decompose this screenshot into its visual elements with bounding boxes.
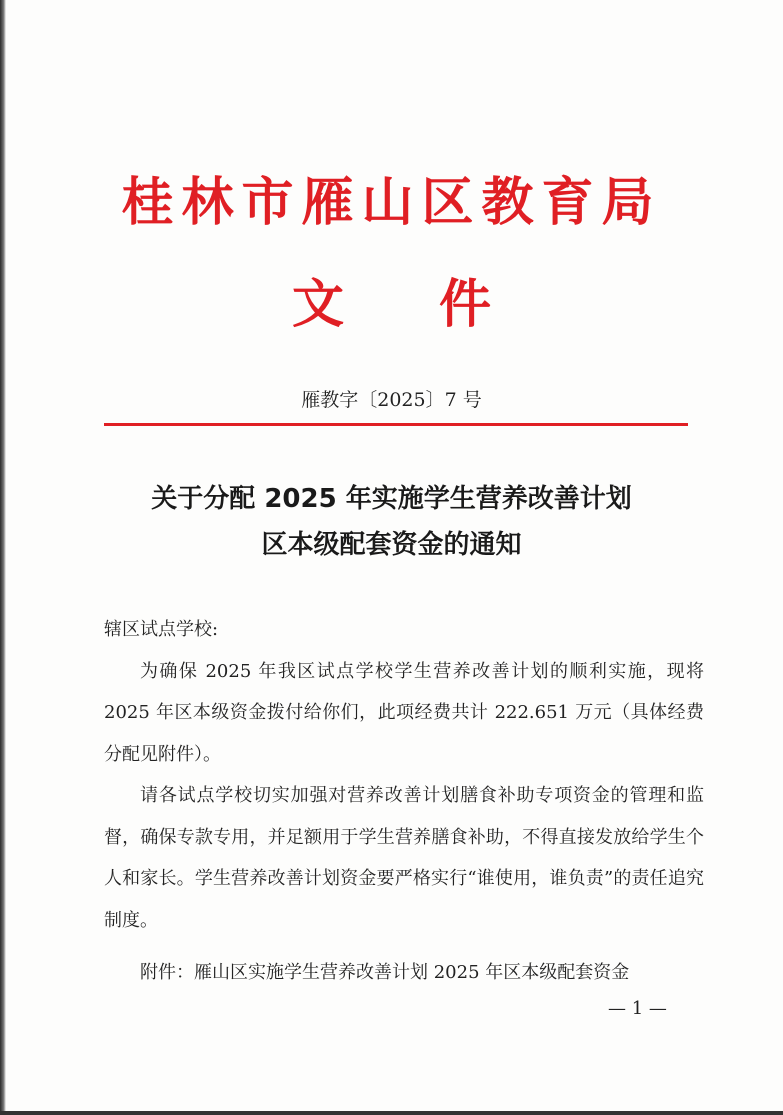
- attachment-line: 附件：雁山区实施学生营养改善计划 2025 年区本级配套资金: [140, 962, 630, 983]
- notice-title: [0, 476, 783, 568]
- document-word-jian: 件: [439, 275, 492, 335]
- salutation: 辖区试点学校:: [104, 619, 219, 640]
- page-number: — 1 —: [608, 998, 667, 1019]
- issuer-name: 桂林市雁山区教育局: [121, 173, 662, 233]
- document-word-wen: 文: [291, 275, 344, 335]
- paragraph-2: 请各试点学校切实加强对营养改善计划膳食补助专项资金的管理和监督，确保专款专用，并足额用于学生营养膳食补助，不得直接发放给学生个人和家长。学生营养改善计划资金要严格实行“谁使用，谁负责”的责任追究制度。: [104, 785, 704, 931]
- paragraph-1: 为确保 2025 年我区试点学校学生营养改善计划的顺利实施，现将 2025 年区本级资金拨付给你们，此项经费共计 222.651 万元（具体经费分配见附件）。: [104, 660, 704, 765]
- notice-title-line-1: 关于分配 2025 年实施学生营养改善计划: [151, 484, 632, 514]
- notice-title-line-2: 区本级配套资金的通知: [261, 530, 522, 560]
- red-separator-line: [104, 423, 688, 426]
- document-word: [0, 270, 783, 340]
- notice-body: [104, 609, 704, 941]
- document-number: 雁教字〔2025〕7 号: [301, 389, 482, 411]
- scan-bottom-edge: [0, 1111, 783, 1115]
